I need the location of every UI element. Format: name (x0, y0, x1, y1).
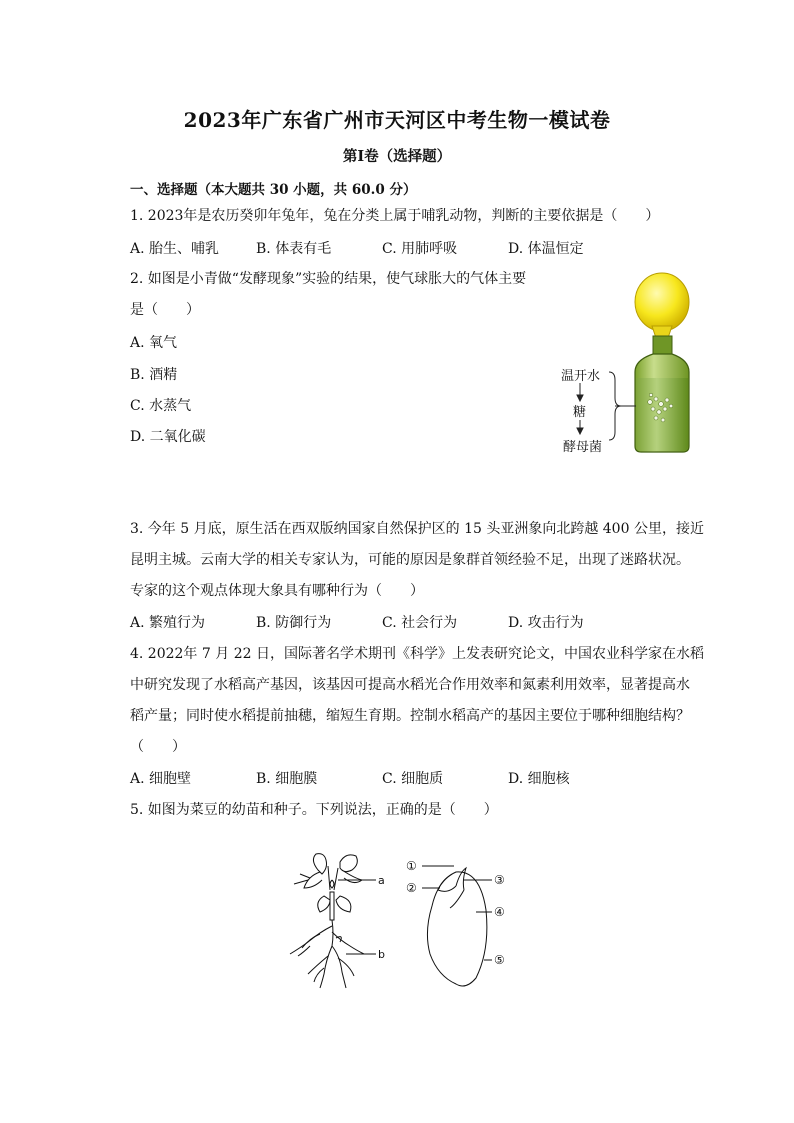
option-b: B. 细胞膜 (256, 771, 318, 787)
question-2-stem-line-2: 是（ ） (130, 302, 200, 318)
option-d: D. 体温恒定 (508, 241, 584, 257)
section-header: 一、选择题（本大题共 30 小题，共 60.0 分） (130, 182, 417, 198)
label-4: ④ (494, 905, 505, 919)
option-b: B. 酒精 (130, 367, 178, 383)
option-d: D. 攻击行为 (508, 615, 584, 631)
option-c: C. 社会行为 (382, 615, 458, 631)
option-d: D. 细胞核 (508, 771, 570, 787)
question-4-stem-line-3: 稻产量；同时使水稻提前抽穗，缩短生育期。控制水稻高产的基因主要位于哪种细胞结构？ (130, 708, 690, 724)
seed-drawing (422, 866, 492, 986)
label-sugar: 糖 (573, 405, 587, 420)
question-3-stem-line-2: 昆明主城。云南大学的相关专家认为，可能的原因是象群首领经验不足，出现了迷路状况。 (130, 552, 690, 568)
option-a: A. 繁殖行为 (130, 615, 206, 631)
option-c: C. 水蒸气 (130, 398, 192, 414)
option-d: D. 二氧化碳 (130, 429, 206, 445)
fermentation-bottle-figure (555, 268, 705, 458)
label-yeast: 酵母菌 (563, 440, 603, 455)
option-a: A. 胎生、哺乳 (130, 241, 220, 257)
question-5-stem: 5. 如图为菜豆的幼苗和种子。下列说法，正确的是（ ） (130, 802, 498, 818)
option-c: C. 细胞质 (382, 771, 444, 787)
label-b: b (378, 948, 385, 961)
question-4-stem-line-1: 4. 2022年 7 月 22 日，国际著名学术期刊《科学》上发表研究论文，中国农业科学家在水稻 (130, 646, 704, 662)
option-b: B. 体表有毛 (256, 241, 332, 257)
option-a: A. 细胞壁 (130, 771, 192, 787)
question-4-stem-line-2: 中研究发现了水稻高产基因，该基因可提高水稻光合作用效率和氮素利用效率，显著提高水 (130, 677, 690, 693)
bottle (635, 336, 689, 452)
option-a: A. 氧气 (130, 335, 178, 351)
question-3-stem-line-3: 专家的这个观点体现大象具有哪种行为（ ） (130, 583, 424, 599)
option-c: C. 用肺呼吸 (382, 241, 458, 257)
question-2-stem-line-1: 2. 如图是小青做“发酵现象”实验的结果，使气球胀大的气体主要 (130, 271, 527, 287)
label-1: ① (406, 859, 417, 873)
label-a: a (378, 874, 385, 887)
label-warm-water: 温开水 (561, 369, 601, 384)
bean-seedling-seed-figure (280, 850, 520, 995)
section-subtitle: 第I卷（选择题） (342, 148, 452, 165)
question-3-stem-line-1: 3. 今年 5 月底，原生活在西双版纳国家自然保护区的 15 头亚洲象向北跨越 400 公里，接近 (130, 521, 704, 537)
label-5: ⑤ (494, 953, 505, 967)
question-1-stem: 1. 2023年是农历癸卯年兔年，兔在分类上属于哺乳动物，判断的主要依据是（ ） (130, 208, 660, 224)
question-4-stem-line-4: （ ） (130, 739, 186, 755)
label-2: ② (406, 881, 417, 895)
page-title: 2023年广东省广州市天河区中考生物一模试卷 (183, 108, 611, 132)
option-b: B. 防御行为 (256, 615, 332, 631)
balloon (635, 273, 689, 338)
seedling-drawing (290, 854, 376, 988)
label-3: ③ (494, 873, 505, 887)
